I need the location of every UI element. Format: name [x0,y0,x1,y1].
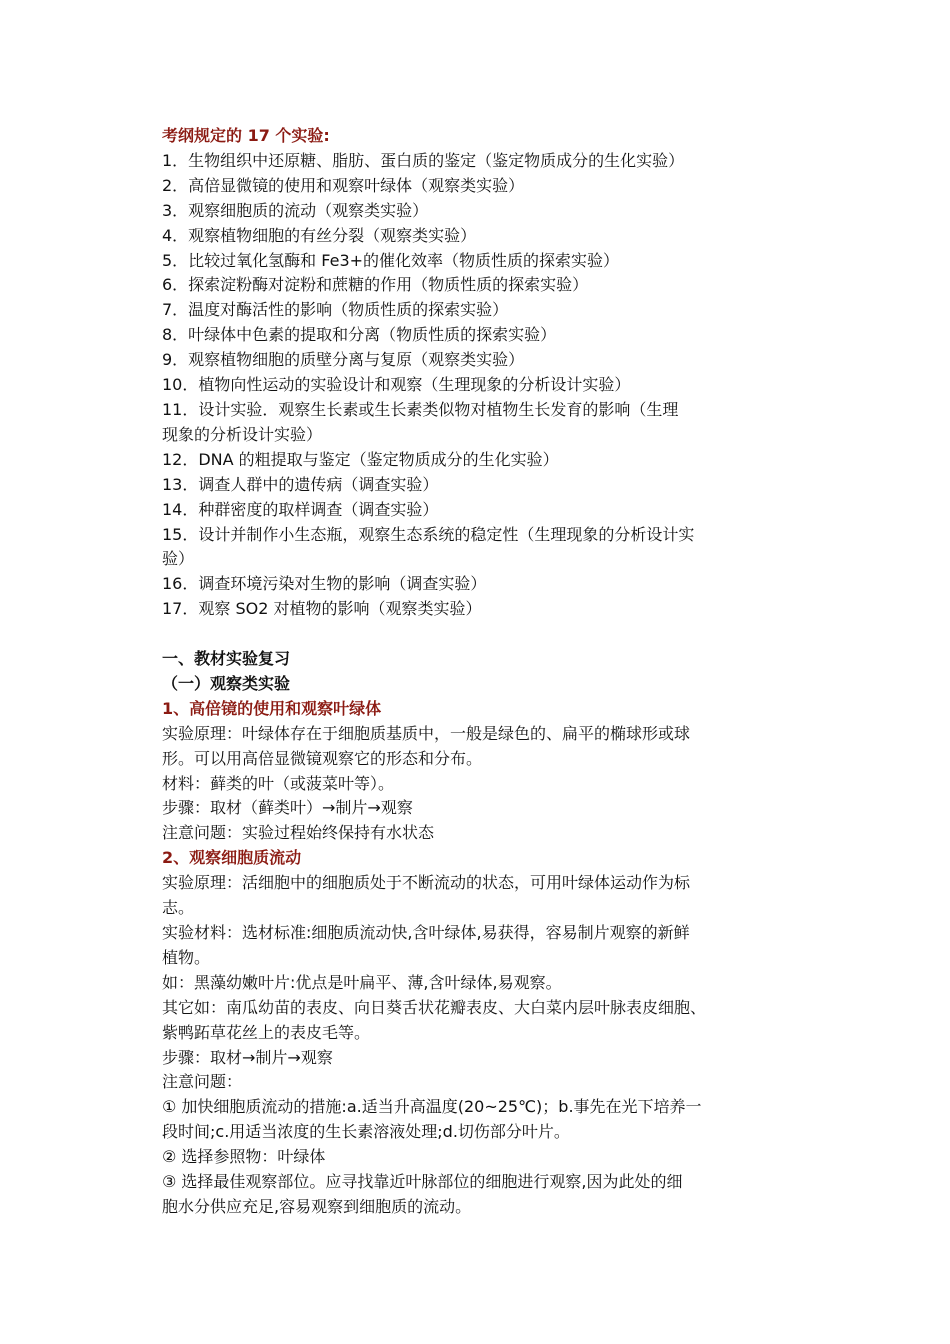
list-item: 4．观察植物细胞的有丝分裂（观察类实验） [162,225,477,245]
paragraph-line: 段时间;c.用适当浓度的生长素溶液处理;d.切伤部分叶片。 [162,1122,570,1142]
paragraph-line: 紫鸭跖草花丝上的表皮毛等。 [162,1022,371,1042]
experiment-list [162,149,802,622]
paragraph-line: 步骤：取材→制片→观察 [162,1047,333,1067]
list-item: 7．温度对酶活性的影响（物质性质的探索实验） [162,300,509,320]
list-item: 13．调查人群中的遗传病（调查实验） [162,474,439,494]
paragraph-line: ① 加快细胞质流动的措施:a.适当升高温度(20~25℃)；b.事先在光下培养一 [162,1097,702,1117]
paragraph-line: 其它如：南瓜幼苗的表皮、向日葵舌状花瓣表皮、大白菜内层叶脉表皮细胞、 [162,997,707,1017]
paragraph-line: 步骤：取材（藓类叶）→制片→观察 [162,798,413,818]
paragraph-line: 形。可以用高倍显微镜观察它的形态和分布。 [162,748,483,768]
paragraph-line: 实验原理：活细胞中的细胞质处于不断流动的状态，可用叶绿体运动作为标 [162,873,691,893]
paragraph-line: ③ 选择最佳观察部位。应寻找靠近叶脉部位的细胞进行观察,因为此处的细 [162,1172,683,1192]
list-item: 3．观察细胞质的流动（观察类实验） [162,200,429,220]
experiment-1-title: 1、高倍镜的使用和观察叶绿体 [162,698,382,718]
paragraph-line: 如：黑藻幼嫩叶片:优点是叶扁平、薄,含叶绿体,易观察。 [162,972,562,992]
list-item: 14．种群密度的取样调查（调查实验） [162,499,439,519]
list-item: 17．观察 SO2 对植物的影响（观察类实验） [162,599,482,619]
document-body [162,124,802,1220]
list-item: 2．高倍显微镜的使用和观察叶绿体（观察类实验） [162,175,525,195]
paragraph-line: 植物。 [162,947,211,967]
paragraph-line: 注意问题： [162,1072,243,1092]
list-item: 现象的分析设计实验） [162,424,323,444]
list-item: 验） [162,549,195,569]
paragraph-line: 实验材料：选材标准:细胞质流动快,含叶绿体,易获得，容易制片观察的新鲜 [162,922,690,942]
section-heading: 一、教材实验复习 [162,649,291,669]
paragraph-line: 注意问题：实验过程始终保持有水状态 [162,823,435,843]
experiment-1-body [162,722,802,847]
list-item: 6．探索淀粉酶对淀粉和蔗糖的作用（物质性质的探索实验） [162,275,589,295]
list-item: 10．植物向性运动的实验设计和观察（生理现象的分析设计实验） [162,375,631,395]
list-item: 12．DNA 的粗提取与鉴定（鉴定物质成分的生化实验） [162,449,559,469]
section-subheading: （一）观察类实验 [162,673,291,693]
list-item: 8．叶绿体中色素的提取和分离（物质性质的探索实验） [162,325,557,345]
outline-title: 考纲规定的 17 个实验: [162,126,330,145]
paragraph-line: 实验原理：叶绿体存在于细胞质基质中，一般是绿色的、扁平的椭球形或球 [162,723,691,743]
list-item: 9．观察植物细胞的质壁分离与复原（观察类实验） [162,350,525,370]
list-item: 1．生物组织中还原糖、脂肪、蛋白质的鉴定（鉴定物质成分的生化实验） [162,150,685,170]
spacer [162,622,802,647]
list-item: 5．比较过氧化氢酶和 Fe3+的催化效率（物质性质的探索实验） [162,250,620,270]
experiment-2-title: 2、观察细胞质流动 [162,848,302,868]
list-item: 16．调查环境污染对生物的影响（调查实验） [162,574,487,594]
paragraph-line: ② 选择参照物：叶绿体 [162,1147,326,1167]
paragraph-line: 志。 [162,898,195,918]
paragraph-line: 材料：藓类的叶（或菠菜叶等）。 [162,773,395,793]
paragraph-line: 胞水分供应充足,容易观察到细胞质的流动。 [162,1196,472,1216]
experiment-2-body [162,871,802,1220]
list-item: 11．设计实验．观察生长素或生长素类似物对植物生长发育的影响（生理 [162,399,679,419]
list-item: 15．设计并制作小生态瓶，观察生态系统的稳定性（生理现象的分析设计实 [162,524,695,544]
